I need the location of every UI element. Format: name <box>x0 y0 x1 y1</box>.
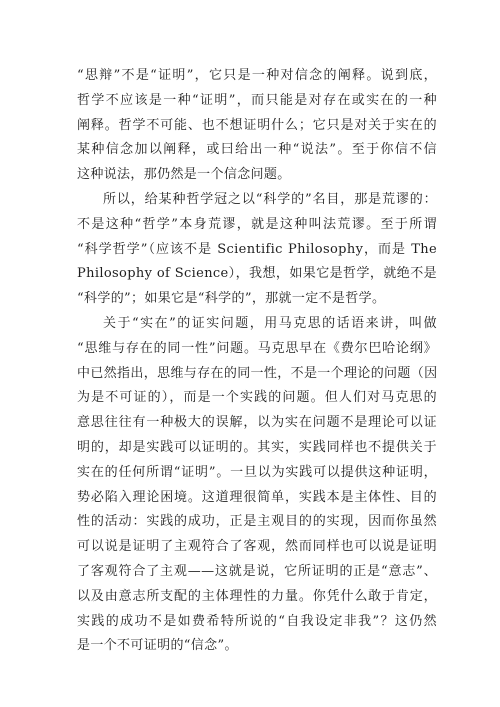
text-line: 明的，却是实践可以证明的。其实，实践同样也不提供关于 <box>77 439 437 455</box>
text-line: “思维与存在的同一性”问题。马克思早在《费尔巴哈论纲》 <box>77 340 437 356</box>
text-line: 意思往往有一种极大的误解，以为实在问题不是理论可以证 <box>77 415 437 431</box>
text-line: 中已然指出，思维与存在的同一性，不是一个理论的问题（因 <box>77 365 438 381</box>
paragraph-1 <box>77 64 437 188</box>
text-line: “科学哲学”（应该不是 Scientific Philosophy，而是 The <box>77 241 437 257</box>
paragraph-2 <box>77 188 437 312</box>
text-line: 哲学不应该是一种“证明”，而只能是对存在或实在的一种 <box>77 92 437 108</box>
text-line: 性的活动：实践的成功，正是主观目的的实现，因而你虽然 <box>77 514 437 530</box>
text-line: 关于“实在”的证实问题，用马克思的话语来讲，叫做 <box>103 315 437 331</box>
text-line: 所以，给某种哲学冠之以“科学的”名目，那是荒谬的： <box>103 191 437 207</box>
text-line: 可以说是证明了主观符合了客观，然而同样也可以说是证明 <box>77 539 437 555</box>
text-line: 是一个不可证明的“信念”。 <box>77 638 238 654</box>
text-line: 实践的成功不是如费希特所说的“自我设定非我”？这仍然 <box>77 613 437 629</box>
text-line: Philosophy of Science），我想，如果它是哲学，就绝不是 <box>77 266 437 282</box>
text-line: 为是不可证的），而是一个实践的问题。但人们对马克思的 <box>77 390 437 406</box>
document-body <box>77 64 437 659</box>
text-line: “科学的”；如果它是“科学的”，那就一定不是哲学。 <box>77 291 386 307</box>
text-line: 不是这种“哲学”本身荒谬，就是这种叫法荒谬。至于所谓 <box>77 216 437 232</box>
text-line: 以及由意志所支配的主体理性的力量。你凭什么敢于肯定， <box>77 588 437 604</box>
text-line: 实在的任何所谓“证明”。一旦以为实践可以提供这种证明， <box>77 464 437 480</box>
paragraph-3 <box>77 312 437 659</box>
text-line: 这种说法，那仍然是一个信念问题。 <box>77 167 291 183</box>
text-line: “思辩”不是“证明”，它只是一种对信念的阐释。说到底， <box>77 68 437 83</box>
text-line: 某种信念加以阐释，或曰给出一种“说法”。至于你信不信 <box>77 142 437 158</box>
text-line: 势必陷入理论困境。这道理很简单，实践本是主体性、目的 <box>77 489 437 505</box>
text-line: 了客观符合了主观——这就是说，它所证明的正是“意志”、 <box>77 563 437 579</box>
text-line: 阐释。哲学不可能、也不想证明什么；它只是对关于实在的 <box>77 117 437 133</box>
